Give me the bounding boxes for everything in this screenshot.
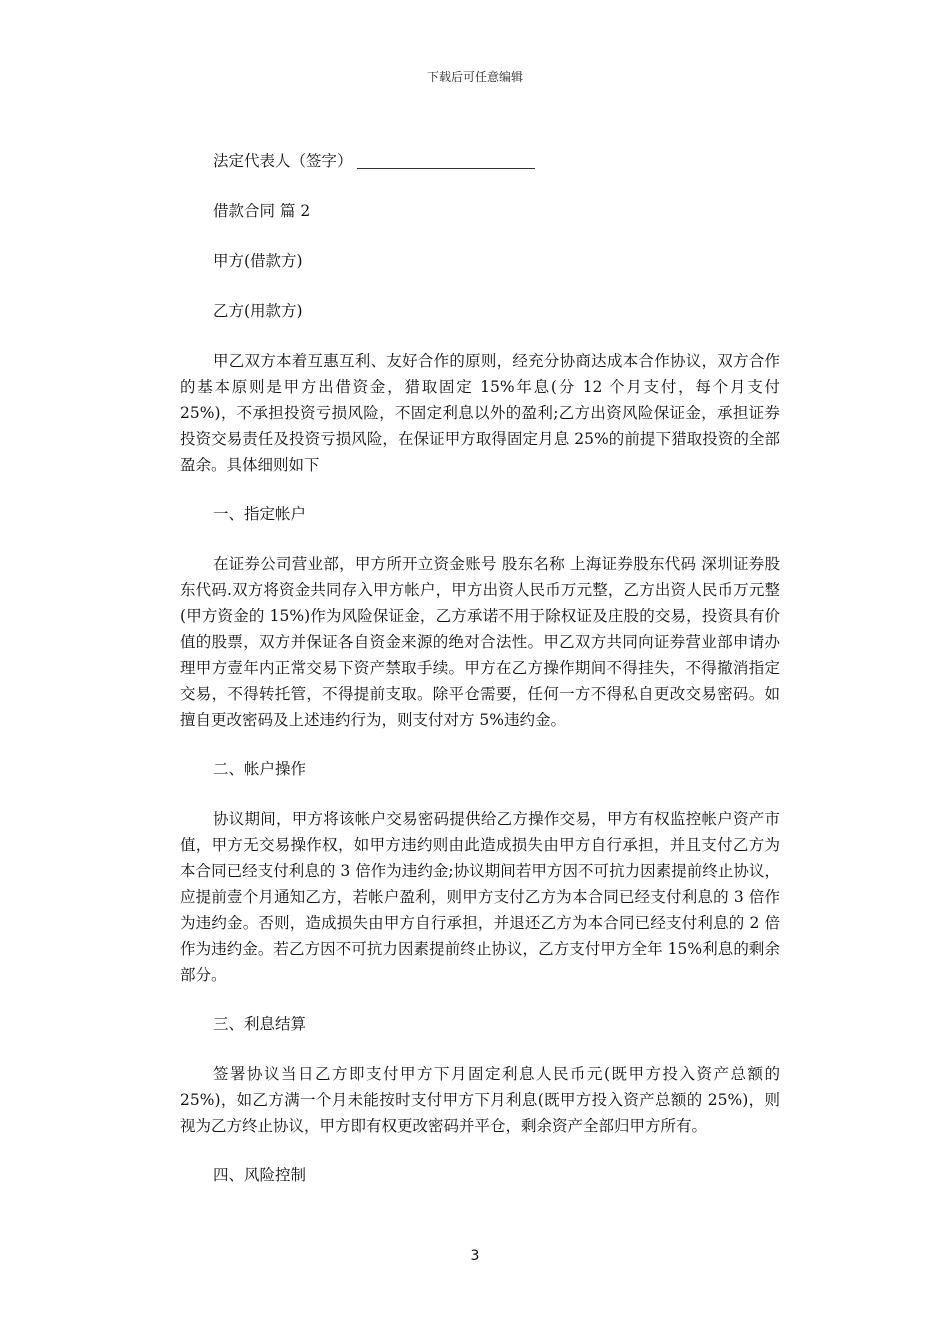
- section-heading-2: 二、帐户操作: [213, 760, 307, 778]
- document-body: [180, 148, 780, 1212]
- intro-paragraph: 甲乙双方本着互惠互利、友好合作的原则，经充分协商达成本合作协议，双方合作的基本原则是甲方出借资金，猎取固定 15%年息(分 12 个月支付，每个月支付 25%)，不承担投资亏损风险，不固定利息以外的盈利;乙方出资风险保证金，承担证券投资交易责任及投资亏损风险，在保证甲方取得固定月息 25%的前提下猎取投资的全部盈余。具体细则如下: [180, 352, 780, 474]
- page-header-note: 下载后可任意编辑: [426, 70, 523, 84]
- signature-blank: [357, 150, 535, 169]
- section-heading-1: 一、指定帐户: [213, 505, 307, 523]
- page-number: 3: [470, 1248, 480, 1264]
- section-heading-4: 四、风险控制: [213, 1166, 307, 1184]
- party-a: 甲方(借款方): [213, 252, 303, 270]
- contract-title: 借款合同 篇 2: [213, 202, 311, 220]
- signature-label: 法定代表人（签字）: [213, 152, 353, 170]
- section-heading-3: 三、利息结算: [213, 1015, 307, 1033]
- party-b: 乙方(用款方): [213, 302, 303, 320]
- section-text-3: 签署协议当日乙方即支付甲方下月固定利息人民币元(既甲方投入资产总额的 25%)，如乙方满一个月未能按时支付甲方下月利息(既甲方投入资产总额的 25%)，则视为乙方终止协议，甲方即有权更改密码并平仓，剩余资产全部归甲方所有。: [180, 1065, 780, 1135]
- section-text-1: 在证券公司营业部，甲方所开立资金账号 股东名称 上海证券股东代码 深圳证券股东代码.双方将资金共同存入甲方帐户，甲方出资人民币万元整，乙方出资人民币万元整(甲方资金的 15%)作为风险保证金，乙方承诺不用于除权证及庄股的交易，投资具有价值的股票，双方并保证各自资金来源的绝对合法性。甲乙双方共同向证券营业部申请办理甲方壹年内正常交易下资产禁取手续。甲方在乙方操作期间不得挂失，不得撤消指定交易，不得转托管，不得提前支取。除平仓需要，任何一方不得私自更改交易密码。如擅自更改密码及上述违约行为，则支付对方 5%违约金。: [180, 555, 780, 729]
- signature-line-row: [180, 148, 780, 174]
- section-text-2: 协议期间，甲方将该帐户交易密码提供给乙方操作交易，甲方有权监控帐户资产市值，甲方无交易操作权，如甲方违约则由此造成损失由甲方自行承担，并且支付乙方为本合同已经支付利息的 3 倍作为违约金;协议期间若甲方因不可抗力因素提前终止协议，应提前壹个月通知乙方，若帐户盈利，则甲方支付乙方为本合同已经支付利息的 3 倍作为违约金。否则，造成损失由甲方自行承担，并退还乙方为本合同已经支付利息的 2 倍作为违约金。若乙方因不可抗力因素提前终止协议，乙方支付甲方全年 15%利息的剩余部分。: [180, 810, 780, 984]
